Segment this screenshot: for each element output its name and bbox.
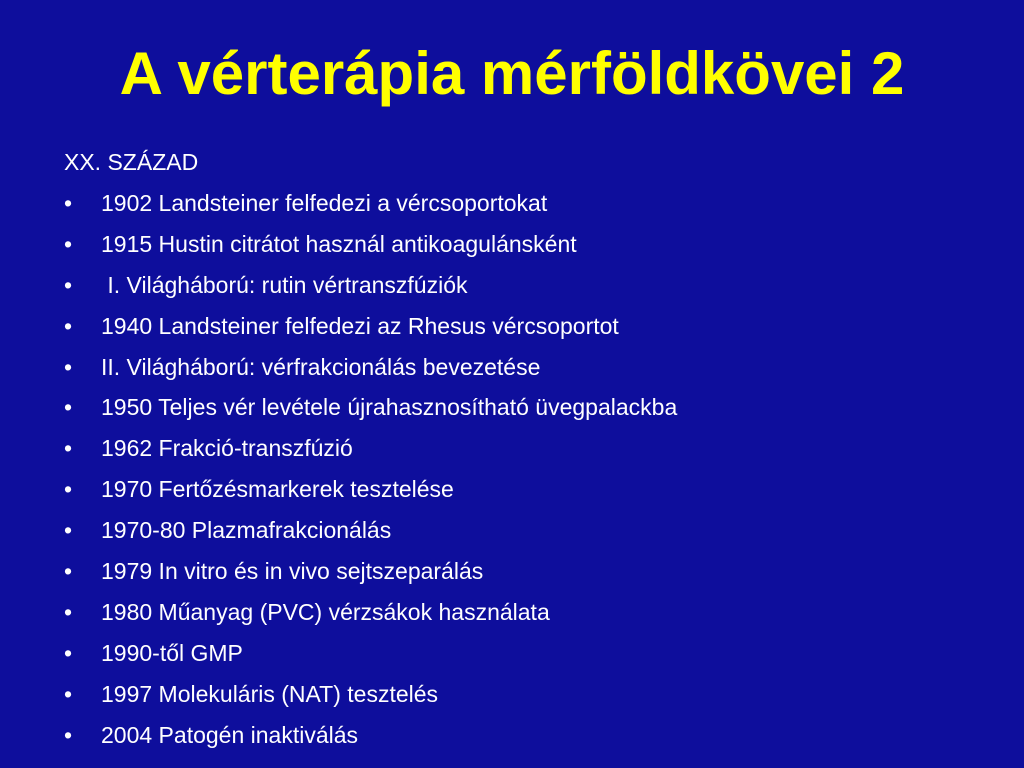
list-item-text: 1915 Hustin citrátot használ antikoagulánsként (101, 230, 577, 257)
list-item (64, 387, 984, 428)
list-item-text: 1940 Landsteiner felfedezi az Rhesus vércsoportot (101, 312, 619, 339)
list-item (64, 551, 984, 592)
list-item-text: 1979 In vitro és in vivo sejtszeparálás (101, 558, 484, 585)
bullet-icon: • (64, 230, 73, 257)
bullet-icon: • (64, 639, 73, 666)
bullet-icon: • (64, 476, 73, 503)
list-item-text: 1980 Műanyag (PVC) vérzsákok használata (101, 598, 550, 625)
list-item-text: 1962 Frakció-transzfúzió (101, 435, 353, 462)
bullet-icon: • (64, 721, 73, 748)
slide-title: A vérterápia mérföldkövei 2 (119, 40, 905, 107)
list-item (64, 428, 984, 469)
bullet-icon: • (64, 394, 73, 421)
list-item (64, 592, 984, 633)
milestone-list (64, 183, 984, 756)
list-item-text: 1970 Fertőzésmarkerek tesztelése (101, 476, 454, 503)
list-item (64, 469, 984, 510)
list-item-text: 1990-től GMP (101, 639, 243, 666)
bullet-icon: • (64, 517, 73, 544)
list-item (64, 715, 984, 756)
list-item (64, 674, 984, 715)
list-item-text: I. Világháború: rutin vértranszfúziók (101, 271, 468, 298)
list-item-text: 1902 Landsteiner felfedezi a vércsoportokat (101, 189, 548, 216)
bullet-icon: • (64, 353, 73, 380)
list-item-text: 2004 Patogén inaktiválás (101, 721, 359, 748)
list-item (64, 510, 984, 551)
bullet-icon: • (64, 598, 73, 625)
list-item (64, 265, 984, 306)
list-item (64, 347, 984, 388)
bullet-icon: • (64, 312, 73, 339)
list-item-text: 1970-80 Plazmafrakcionálás (101, 517, 392, 544)
slide-content (64, 142, 984, 756)
bullet-icon: • (64, 558, 73, 585)
bullet-icon: • (64, 435, 73, 462)
list-item-text: II. Világháború: vérfrakcionálás bevezetése (101, 353, 541, 380)
list-item-text: 1950 Teljes vér levétele újrahasznosítható üvegpalackba (101, 394, 678, 421)
bullet-icon: • (64, 680, 73, 707)
list-item (64, 224, 984, 265)
bullet-icon: • (64, 271, 73, 298)
list-item (64, 183, 984, 224)
bullet-icon: • (64, 189, 73, 216)
list-item (64, 306, 984, 347)
list-item (64, 633, 984, 674)
list-item-text: 1997 Molekuláris (NAT) tesztelés (101, 680, 439, 707)
section-heading: XX. SZÁZAD (64, 149, 199, 175)
